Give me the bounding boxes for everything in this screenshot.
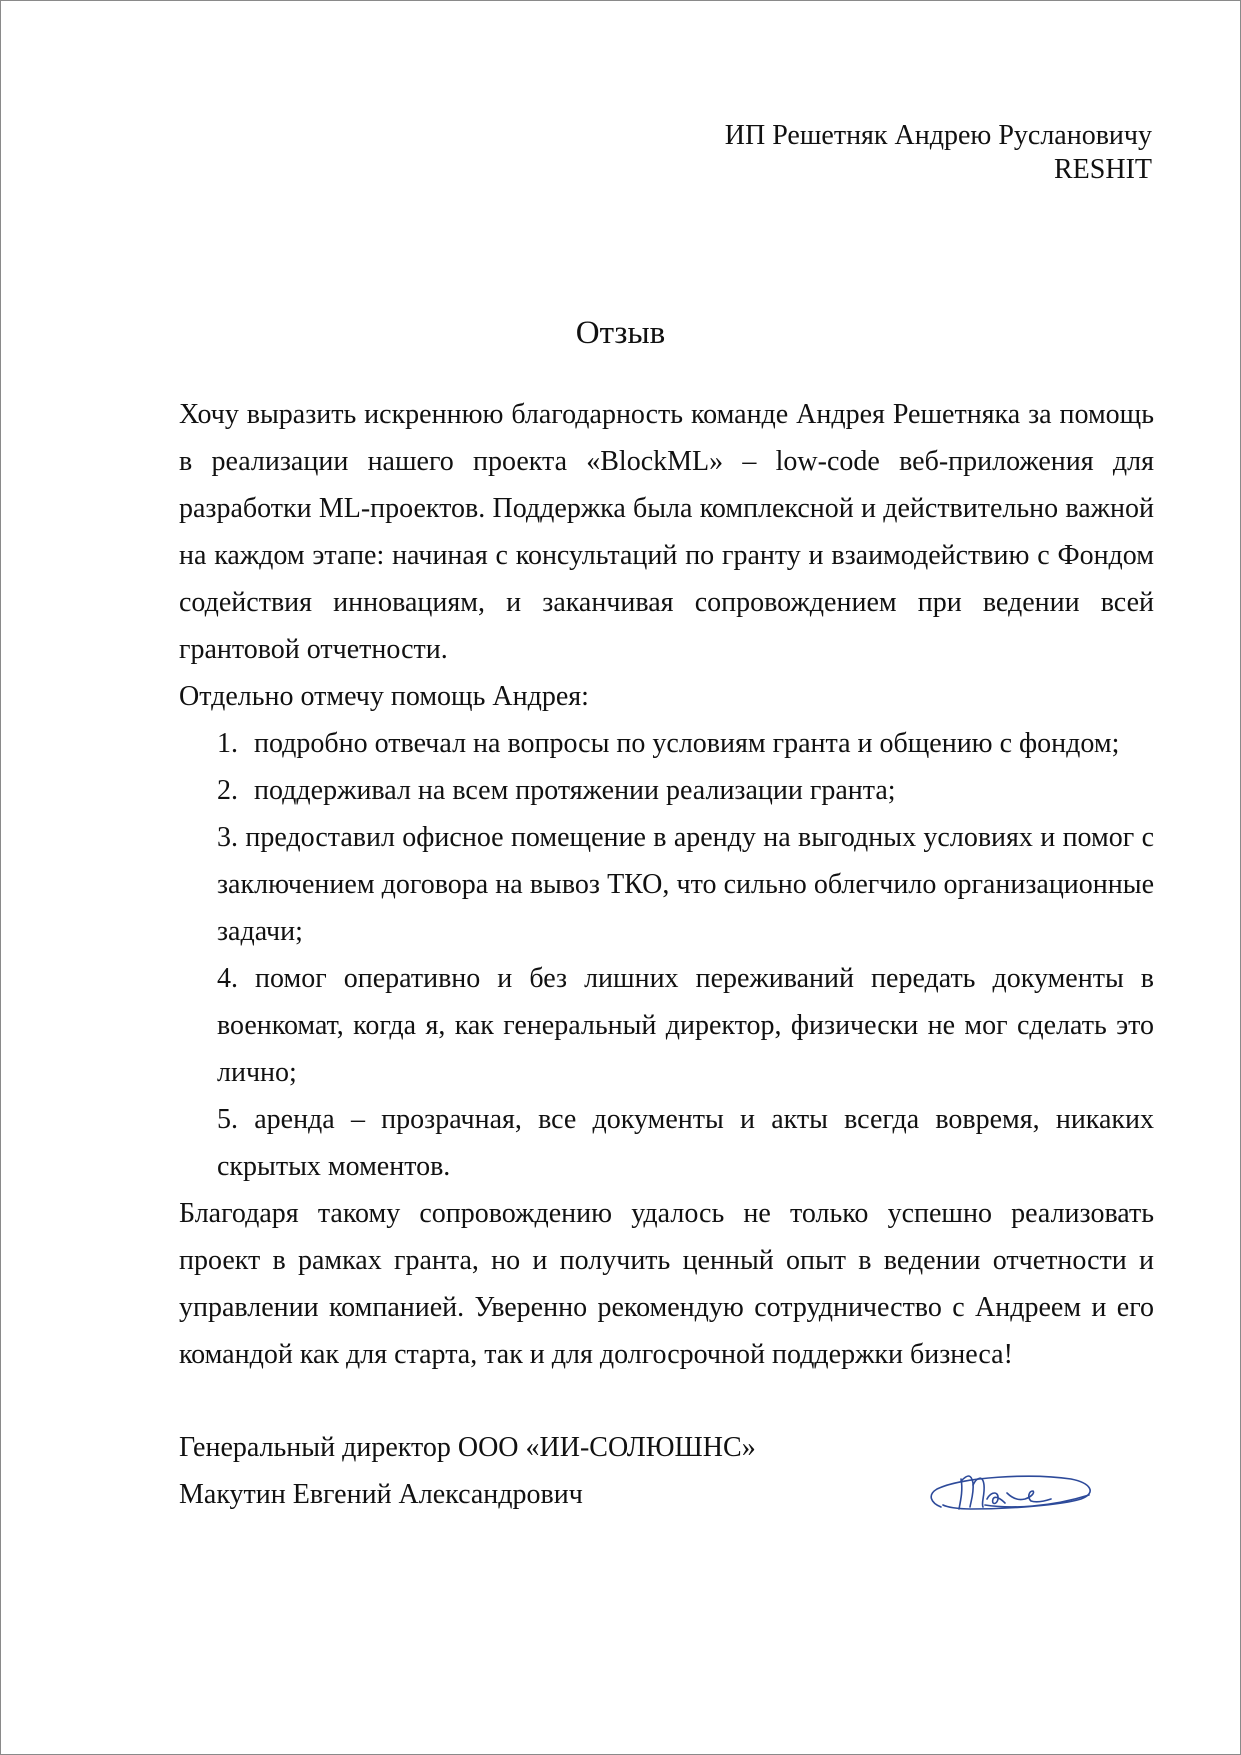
list-item-number: 5. xyxy=(217,1104,238,1135)
list-item-text: подробно отвечал на вопросы по условиям гранта и общению с фондом; xyxy=(254,728,1120,759)
list-item xyxy=(217,955,1154,1096)
list-item-text: предоставил офисное помещение в аренду на выгодных условиях и помог с заключением договора на вывоз ТКО, что сильно облегчило организационные задачи; xyxy=(217,822,1154,947)
handwritten-signature xyxy=(921,1459,1101,1529)
signatory-block xyxy=(179,1424,756,1518)
list-item-text: помог оперативно и без лишних переживаний передать документы в военкомат, когда я, как генеральный директор, физически не мог сделать это лично; xyxy=(217,963,1155,1088)
signatory-name: Макутин Евгений Александрович xyxy=(179,1479,583,1510)
document-title: Отзыв xyxy=(575,315,666,351)
addressee-company: RESHIT xyxy=(1054,154,1152,185)
list-item-number: 1. xyxy=(217,728,238,759)
help-list xyxy=(179,720,1154,1190)
closing-paragraph: Благодаря такому сопровождению удалось не только успешно реализовать проект в рамках гранта, но и получить ценный опыт в ведении отчетности и управлении компанией. Уверенно рекомендую сотрудничество с Андреем и его командой как для старта, так и для долгосрочной поддержки бизнеса! xyxy=(179,1198,1154,1370)
list-item-number: 4. xyxy=(217,963,238,994)
list-item-text: аренда – прозрачная, все документы и акты всегда вовремя, никаких скрытых моментов. xyxy=(217,1104,1154,1182)
list-item-text: поддерживал на всем протяжении реализации гранта; xyxy=(254,775,896,806)
addressee-block xyxy=(725,119,1152,187)
addressee-name: ИП Решетняк Андрею Руслановичу xyxy=(724,120,1152,151)
list-item-number: 3. xyxy=(217,822,238,853)
signatory-position: Генеральный директор ООО «ИИ-СОЛЮШНС» xyxy=(179,1432,756,1463)
intro-paragraph: Хочу выразить искреннюю благодарность команде Андрея Решетняка за помощь в реализации нашего проекта «BlockML» – low-code веб-приложения для разработки ML-проектов. Поддержка была комплексной и действительно важной на каждом этапе: начиная с консультаций по гранту и взаимодействию с Фондом содействия инновациям, и заканчивая сопровождением при ведении всей грантовой отчетности. xyxy=(179,399,1154,665)
list-item xyxy=(217,814,1154,955)
letter-body xyxy=(179,391,1154,1378)
list-item xyxy=(217,1096,1154,1190)
list-item xyxy=(217,767,1154,814)
list-intro: Отдельно отмечу помощь Андрея: xyxy=(179,681,589,712)
list-item-number: 2. xyxy=(217,775,238,806)
list-item xyxy=(217,720,1154,767)
